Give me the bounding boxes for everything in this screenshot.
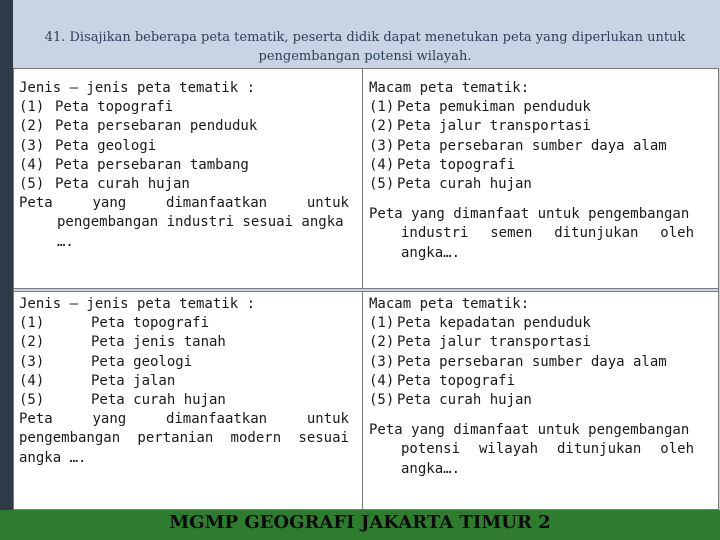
list-item: (1) Peta pemukiman penduduk bbox=[369, 99, 591, 116]
cell-heading: Jenis – jenis peta tematik : bbox=[19, 296, 256, 312]
list-item: (2) Peta persebaran penduduk bbox=[19, 118, 258, 135]
option-cell-top-left bbox=[19, 79, 349, 252]
options-table bbox=[13, 68, 719, 510]
list-item: (3) Peta persebaran sumber daya alam bbox=[369, 353, 667, 370]
footer-text: MGMP GEOGRAFI JAKARTA TIMUR 2 bbox=[169, 512, 551, 533]
question-text: Peta yang dimanfaat untuk pengembangan industri semen ditunjukan oleh angka…. bbox=[369, 206, 694, 261]
cell-heading: Macam peta tematik: bbox=[369, 296, 530, 312]
question-text: Peta yang dimanfaatkan untuk pengembangan pertanian modern sesuai angka …. bbox=[19, 411, 349, 466]
list-item: (5) Peta curah hujan bbox=[19, 392, 226, 409]
list-item: (4) Peta persebaran tambang bbox=[19, 156, 249, 173]
list-item: (3) Peta geologi bbox=[19, 353, 193, 370]
list-item: (2) Peta jenis tanah bbox=[19, 334, 226, 351]
option-cell-bottom-left bbox=[19, 295, 349, 468]
option-cell-bottom-right bbox=[369, 295, 694, 479]
list-item: (2) Peta jalur transportasi bbox=[369, 334, 591, 351]
list-item: (1) Peta topografi bbox=[19, 99, 174, 116]
row-divider bbox=[14, 288, 718, 292]
list-item: (4) Peta jalan bbox=[19, 372, 176, 389]
list-item: (4) Peta topografi bbox=[369, 156, 516, 173]
question-title: 41. Disajikan beberapa peta tematik, peserta didik dapat menetukan peta yang diperlukan untuk pengembangan potensi wilayah. bbox=[44, 30, 686, 64]
cell-heading: Jenis – jenis peta tematik : bbox=[19, 80, 256, 96]
left-accent-strip bbox=[0, 0, 13, 540]
cell-heading: Macam peta tematik: bbox=[369, 80, 530, 96]
list-item: (5) Peta curah hujan bbox=[19, 176, 190, 193]
option-cell-top-right bbox=[369, 79, 694, 263]
list-item: (1) Peta kepadatan penduduk bbox=[369, 315, 591, 332]
list-item: (3) Peta geologi bbox=[19, 137, 157, 154]
list-item: (3) Peta persebaran sumber daya alam bbox=[369, 137, 667, 154]
list-item: (2) Peta jalur transportasi bbox=[369, 118, 591, 135]
list-item: (1) Peta topografi bbox=[19, 315, 210, 332]
question-text: Peta yang dimanfaatkan untuk pengembangan industri sesuai angka …. bbox=[19, 195, 349, 250]
list-item: (5) Peta curah hujan bbox=[369, 392, 532, 409]
question-text: Peta yang dimanfaat untuk pengembangan potensi wilayah ditunjukan oleh angka…. bbox=[369, 422, 694, 477]
list-item: (4) Peta topografi bbox=[369, 372, 516, 389]
list-item: (5) Peta curah hujan bbox=[369, 176, 532, 193]
